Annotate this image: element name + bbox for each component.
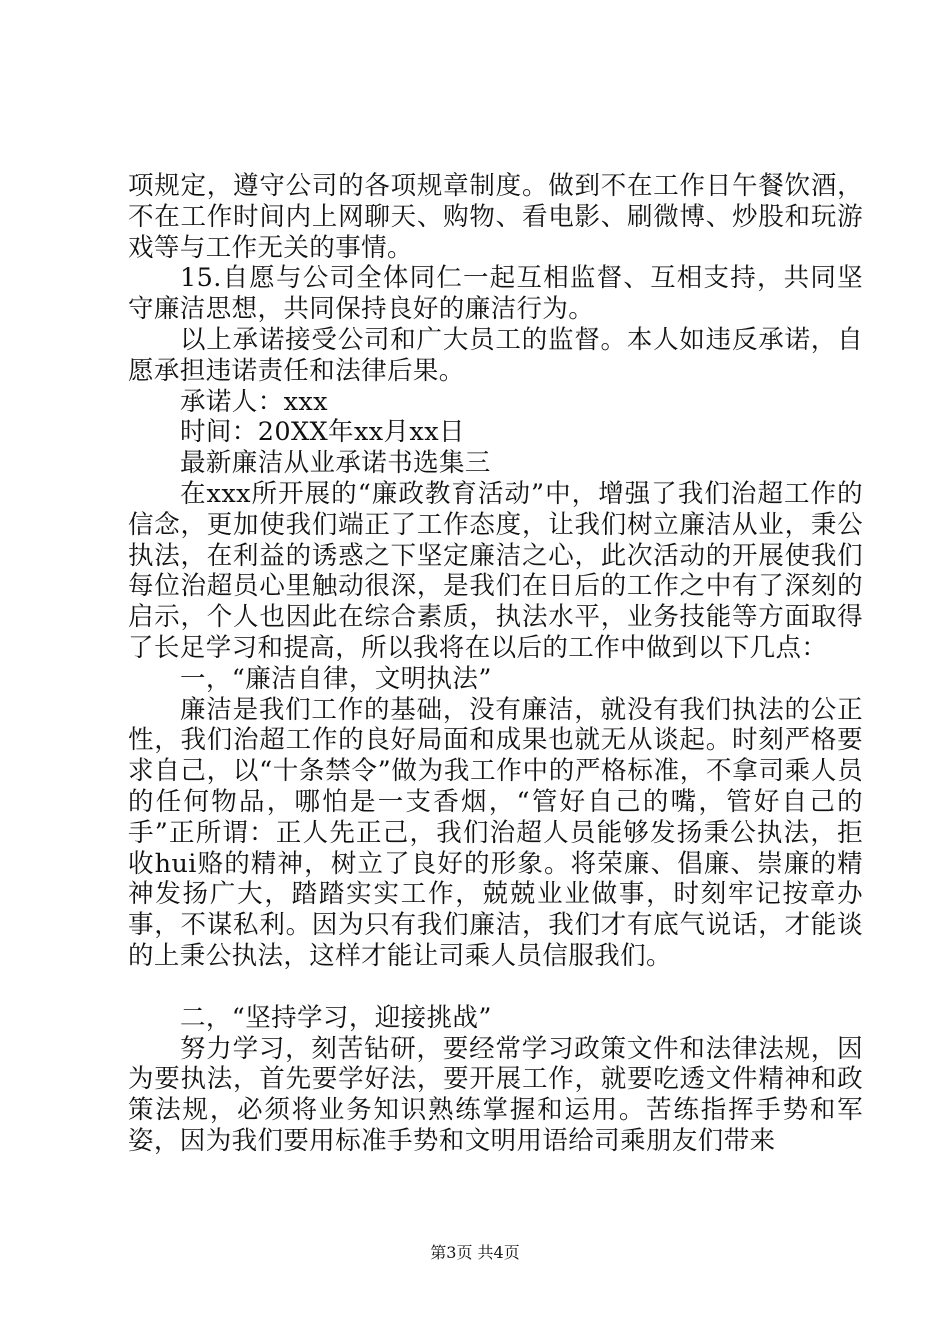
section-title: 最新廉洁从业承诺书选集三	[180, 448, 491, 479]
paragraph-study: 努力学习，刻苦钻研，要经常学习政策文件和法律法规，因为要执法，首先要学好法，要开展工作，就要吃透文件精神和政策法规，必须将业务知识熟练掌握和运用。苦练指挥手势和军姿，因为我们要用标准手势和文明用语给司乘朋友们带来	[128, 1033, 863, 1156]
paragraph-spacer	[128, 972, 863, 1003]
document-body	[128, 171, 863, 1157]
signer-line: 承诺人：xxx	[180, 386, 328, 417]
heading-two: 二，“坚持学习，迎接挑战”	[180, 1002, 492, 1033]
date-line: 时间：20XX年xx月xx日	[180, 417, 465, 448]
paragraph-integrity: 廉洁是我们工作的基础，没有廉洁，就没有我们执法的公正性，我们治超工作的良好局面和成果也就无从谈起。时刻严格要求自己，以“十条禁令”做为我工作中的严格标准，不拿司乘人员的任何物品，哪怕是一支香烟，“管好自己的嘴，管好自己的手”正所谓：正人先正己，我们治超人员能够发扬秉公执法，拒收hui赂的精神，树立了良好的形象。将荣廉、倡廉、崇廉的精神发扬广大，踏踏实实工作，兢兢业业做事，时刻牢记按章办事，不谋私利。因为只有我们廉洁，我们才有底气说话，才能谈的上秉公执法，这样才能让司乘人员信服我们。	[128, 694, 863, 971]
paragraph-intro: 在xxx所开展的“廉政教育活动”中，增强了我们治超工作的信念，更加使我们端正了工作态度，让我们树立廉洁从业，秉公执法，在利益的诱惑之下坚定廉洁之心，此次活动的开展使我们每位治超员心里触动很深，是我们在日后的工作之中有了深刻的启示，个人也因此在综合素质，执法水平，业务技能等方面取得了长足学习和提高，所以我将在以后的工作中做到以下几点：	[128, 478, 863, 663]
page-footer: 第3页 共4页	[430, 1243, 520, 1262]
paragraph-supervision: 以上承诺接受公司和广大员工的监督。本人如违反承诺，自愿承担违诺责任和法律后果。	[128, 324, 863, 386]
paragraph-item-15: 15.自愿与公司全体同仁一起互相监督、互相支持，共同坚守廉洁思想，共同保持良好的廉洁行为。	[128, 263, 863, 325]
heading-one: 一，“廉洁自律，文明执法”	[180, 663, 492, 694]
paragraph-continuation: 项规定，遵守公司的各项规章制度。做到不在工作日午餐饮酒，不在工作时间内上网聊天、购物、看电影、刷微博、炒股和玩游戏等与工作无关的事情。	[128, 171, 863, 263]
